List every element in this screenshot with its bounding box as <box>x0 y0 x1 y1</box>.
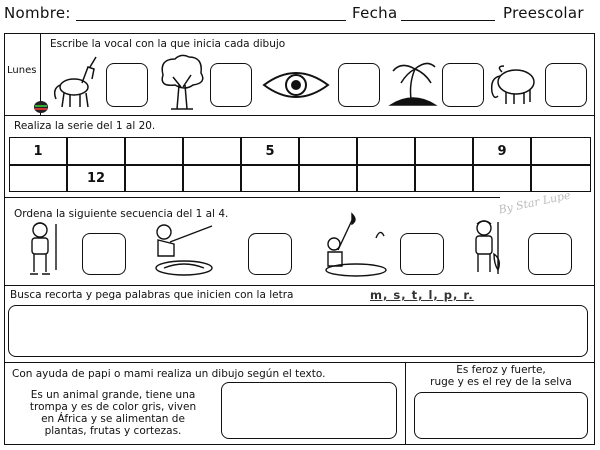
fecha-label: Fecha <box>352 4 398 22</box>
section5-instruction: Con ayuda de papi o mami realiza un dibujo según el texto. <box>12 368 326 380</box>
paste-words-box[interactable] <box>8 305 588 357</box>
sequence-box-1[interactable] <box>82 233 126 275</box>
sequence-box-4[interactable] <box>528 233 572 275</box>
series-cell-3[interactable] <box>125 137 183 165</box>
series-cell-17[interactable] <box>357 165 415 192</box>
divider-4 <box>4 362 595 363</box>
vowel-box-2[interactable] <box>210 63 252 107</box>
series-cell-4[interactable] <box>183 137 241 165</box>
level-label: Preescolar <box>503 4 584 22</box>
sequence-box-2[interactable] <box>248 233 292 275</box>
series-cell-11[interactable] <box>9 165 67 192</box>
day-label: Lunes <box>7 65 37 76</box>
series-cell-18[interactable] <box>415 165 473 192</box>
elephant-icon <box>488 62 542 108</box>
letters-list: m, s, t, l, p, r. <box>370 288 474 302</box>
boy-fishing-seated-icon <box>150 220 216 278</box>
section3-instruction: Ordena la siguiente secuencia del 1 al 4. <box>14 208 229 220</box>
elephant-description <box>6 389 220 437</box>
divider-5 <box>405 362 406 445</box>
vowel-box-1[interactable] <box>106 63 148 107</box>
series-cell-12[interactable]: 12 <box>67 165 125 192</box>
riddle-line: ruge y es el rey de la selva <box>430 376 572 388</box>
vowel-box-4[interactable] <box>442 63 484 107</box>
series-cell-2[interactable] <box>67 137 125 165</box>
tree-icon <box>157 53 207 111</box>
series-cell-8[interactable] <box>415 137 473 165</box>
description-line: en África y se alimentan de <box>41 413 185 425</box>
eye-icon <box>262 67 330 103</box>
series-cell-6[interactable] <box>299 137 357 165</box>
section1-instruction: Escribe la vocal con la que inicia cada dibujo <box>50 38 286 50</box>
divider-1 <box>4 115 595 116</box>
nombre-label: Nombre: <box>4 4 71 22</box>
description-line: Es un animal grande, tiene una <box>30 389 196 401</box>
series-cell-9[interactable]: 9 <box>473 137 531 165</box>
riddle-text <box>408 364 594 388</box>
series-cell-13[interactable] <box>125 165 183 192</box>
sequence-box-3[interactable] <box>400 233 444 275</box>
description-line: plantas, frutas y cortezas. <box>44 425 182 437</box>
series-cell-14[interactable] <box>183 165 241 192</box>
fecha-field[interactable] <box>401 20 495 21</box>
section2-instruction: Realiza la serie del 1 al 20. <box>14 120 156 132</box>
series-cell-1[interactable]: 1 <box>9 137 67 165</box>
boy-fishing-rod-icon <box>24 220 66 278</box>
series-cell-10[interactable] <box>531 137 591 165</box>
description-line: trompa y es de color gris, viven <box>29 401 197 413</box>
series-cell-7[interactable] <box>357 137 415 165</box>
number-series-grid <box>9 137 591 192</box>
vowel-box-3[interactable] <box>338 63 380 107</box>
series-cell-20[interactable] <box>531 165 591 192</box>
vowel-box-5[interactable] <box>545 63 587 107</box>
island-icon <box>387 55 439 110</box>
watermark: By Star Lupe <box>497 188 572 217</box>
unicorn-icon <box>52 55 104 110</box>
section4-instruction: Busca recorta y pega palabras que inicien con la letra <box>10 289 294 301</box>
divider-2 <box>4 197 500 198</box>
boy-catching-fish-icon <box>318 214 390 278</box>
series-cell-5[interactable]: 5 <box>241 137 299 165</box>
seal-icon <box>33 100 49 114</box>
drawing-box-1[interactable] <box>221 382 397 439</box>
boy-holding-fish-icon <box>468 218 508 278</box>
riddle-line: Es feroz y fuerte, <box>456 364 546 376</box>
drawing-box-2[interactable] <box>414 392 588 439</box>
divider-3 <box>4 285 595 286</box>
series-cell-16[interactable] <box>299 165 357 192</box>
series-cell-15[interactable] <box>241 165 299 192</box>
series-cell-19[interactable] <box>473 165 531 192</box>
nombre-field[interactable] <box>76 20 346 21</box>
